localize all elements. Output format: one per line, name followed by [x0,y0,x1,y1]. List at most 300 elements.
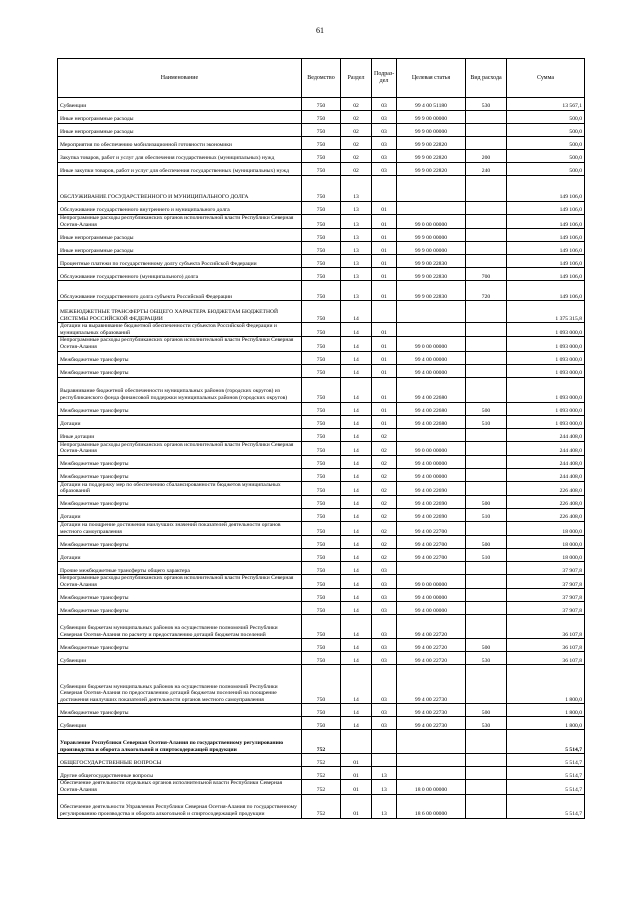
budget-table [57,58,585,819]
row-amount: 149 106,0 [507,242,585,255]
table-row [58,323,585,337]
row-expense-type [466,202,507,215]
row-expense-type [466,377,507,402]
header-department: Ведомство [302,59,341,98]
row-subsection: 02 [372,536,397,549]
row-name: Обеспечение деятельности Управления Республики Северная Осетия-Алания по государственному регулированию производства и оборота алкогольной и спиртосодержащей продукции [58,794,302,818]
row-name: Межбюджетные трансферты [58,639,302,652]
row-target-item: 99 4 00 22680 [397,377,466,402]
row-target-item: 99 4 00 51180 [397,98,466,111]
row-amount: 1 093 000,0 [507,337,585,351]
row-department: 750 [302,639,341,652]
row-target-item: 99 0 00 00000 [397,215,466,229]
row-department: 750 [302,415,341,428]
row-department: 750 [302,215,341,229]
row-department: 752 [302,767,341,780]
row-name: Межбюджетные трансферты [58,455,302,468]
table-row [58,455,585,468]
row-amount: 149 106,0 [507,255,585,268]
row-target-item: 99 4 00 22730 [397,665,466,704]
row-expense-type: 500 [466,536,507,549]
row-section: 01 [341,754,372,767]
row-department: 750 [302,455,341,468]
row-name: ОБСЛУЖИВАНИЕ ГОСУДАРСТВЕННОГО И МУНИЦИПАЛЬНОГО ДОЛГА [58,176,302,202]
row-name: Дотации на поощрение достижения наилучших значений показателей деятельности органов местного самоуправления [58,521,302,535]
row-expense-type [466,255,507,268]
row-name: Обеспечение деятельности отдельных органов исполнительной власти Республики Северная Осетия-Алания [58,780,302,794]
row-subsection: 02 [372,495,397,508]
table-row [58,242,585,255]
row-expense-type [466,455,507,468]
row-subsection: 03 [372,111,397,124]
row-department: 750 [302,98,341,111]
row-name: Мероприятия по обеспечению мобилизационной готовности экономики [58,137,302,150]
row-name: Субвенции [58,652,302,665]
row-amount: 36 107,8 [507,615,585,639]
row-department: 750 [302,176,341,202]
row-amount: 36 107,8 [507,652,585,665]
row-section: 02 [341,98,372,111]
row-expense-type [466,337,507,351]
row-subsection: 03 [372,602,397,615]
row-subsection: 01 [372,364,397,377]
row-section: 14 [341,441,372,455]
row-name: Непрограммные расходы республиканских органов исполнительной власти Республики Северная Осетия-Алания [58,575,302,589]
row-amount: 226 408,0 [507,495,585,508]
row-target-item: 18 0 00 00000 [397,780,466,794]
row-target-item: 99 4 00 22700 [397,536,466,549]
row-name: Обслуживание государственного (муниципального) долга [58,268,302,281]
header-target-item: Целевая статья [397,59,466,98]
table-row [58,150,585,163]
row-expense-type: 200 [466,150,507,163]
table-row [58,468,585,481]
row-subsection [372,301,397,323]
row-amount: 149 106,0 [507,229,585,242]
row-subsection: 03 [372,562,397,575]
row-department: 750 [302,521,341,535]
row-target-item [397,301,466,323]
row-subsection: 03 [372,639,397,652]
row-section: 14 [341,652,372,665]
row-department: 750 [302,652,341,665]
row-expense-type [466,754,507,767]
row-amount: 18 000,0 [507,549,585,562]
page-number: 61 [316,26,324,35]
row-amount: 37 907,8 [507,562,585,575]
row-subsection: 01 [372,323,397,337]
row-section: 14 [341,468,372,481]
row-subsection: 01 [372,351,397,364]
table-row [58,137,585,150]
row-target-item: 99 4 00 22690 [397,508,466,521]
row-name: Другие общегосударственные вопросы [58,767,302,780]
row-target-item [397,562,466,575]
row-section: 14 [341,575,372,589]
table-row [58,549,585,562]
row-target-item: 99 4 00 00000 [397,468,466,481]
row-amount: 244 408,0 [507,468,585,481]
row-expense-type [466,780,507,794]
row-name: Межбюджетные трансферты [58,602,302,615]
row-target-item: 99 0 00 00000 [397,337,466,351]
row-name: Иные непрограммные расходы [58,242,302,255]
row-amount: 13 567,1 [507,98,585,111]
row-expense-type [466,364,507,377]
row-name: Дотации [58,415,302,428]
row-expense-type: 530 [466,98,507,111]
row-name: Управление Республики Северная Осетия-Алания по государственному регулированию производства и оборота алкогольной и спиртосодержащей продукции [58,730,302,754]
row-subsection [372,176,397,202]
row-section: 14 [341,639,372,652]
row-target-item: 99 9 00 00000 [397,111,466,124]
row-target-item [397,730,466,754]
row-amount: 37 907,8 [507,589,585,602]
row-target-item: 99 4 00 00000 [397,602,466,615]
table-row [58,441,585,455]
row-department: 750 [302,402,341,415]
row-department: 750 [302,150,341,163]
row-name: Непрограммные расходы республиканских органов исполнительной власти Республики Северная Осетия-Алания [58,337,302,351]
row-subsection: 03 [372,163,397,176]
table-row [58,767,585,780]
row-subsection: 01 [372,268,397,281]
row-name: Непрограммные расходы республиканских органов исполнительной власти Республики Северная Осетия-Алания [58,441,302,455]
row-amount: 1 093 000,0 [507,415,585,428]
row-section: 14 [341,481,372,495]
table-row [58,589,585,602]
row-name: Межбюджетные трансферты [58,536,302,549]
row-department: 750 [302,495,341,508]
row-section: 13 [341,255,372,268]
row-subsection: 01 [372,215,397,229]
row-subsection: 02 [372,441,397,455]
row-target-item: 99 4 00 22730 [397,717,466,730]
row-subsection: 03 [372,615,397,639]
row-expense-type [466,575,507,589]
row-amount: 18 000,0 [507,536,585,549]
row-section: 13 [341,242,372,255]
row-department: 750 [302,124,341,137]
row-department: 750 [302,281,341,301]
row-amount: 1 093 000,0 [507,351,585,364]
row-subsection: 03 [372,704,397,717]
row-section: 14 [341,337,372,351]
table-row [58,562,585,575]
row-target-item: 99 4 00 22720 [397,615,466,639]
row-subsection: 02 [372,481,397,495]
row-section: 13 [341,202,372,215]
row-target-item: 99 9 00 00000 [397,242,466,255]
header-subsection: Подраз-дел [372,59,397,98]
row-department: 750 [302,441,341,455]
table-row [58,255,585,268]
row-section: 02 [341,124,372,137]
table-row [58,481,585,495]
row-amount: 226 408,0 [507,508,585,521]
row-department: 750 [302,111,341,124]
table-row [58,717,585,730]
row-subsection: 01 [372,202,397,215]
row-subsection: 13 [372,794,397,818]
row-expense-type [466,176,507,202]
row-section: 14 [341,536,372,549]
row-expense-type: 720 [466,281,507,301]
row-target-item: 99 4 00 22680 [397,402,466,415]
row-amount: 36 107,8 [507,639,585,652]
row-subsection: 01 [372,337,397,351]
row-name: Субвенции бюджетам муниципальных районов на осуществление полномочий Республики Северная Осетия-Алания по расчету и предоставлению дотаций бюджетам поселений [58,615,302,639]
row-section: 13 [341,229,372,242]
table-row [58,575,585,589]
table-body [58,98,585,819]
row-amount: 500,0 [507,150,585,163]
row-target-item: 99 9 00 22820 [397,150,466,163]
row-name: Дотации [58,549,302,562]
row-expense-type [466,301,507,323]
row-section: 02 [341,150,372,163]
row-subsection: 01 [372,242,397,255]
row-target-item: 99 9 00 22820 [397,163,466,176]
row-expense-type [466,441,507,455]
table-header-row [58,59,585,98]
row-amount: 226 408,0 [507,481,585,495]
row-target-item: 99 4 00 00000 [397,589,466,602]
header-name: Наименование [58,59,302,98]
row-department: 752 [302,794,341,818]
row-department: 750 [302,562,341,575]
row-amount: 5 514,7 [507,730,585,754]
row-section: 13 [341,268,372,281]
row-amount: 244 408,0 [507,428,585,441]
row-target-item [397,754,466,767]
row-subsection: 02 [372,428,397,441]
row-name: Дотации на выравнивание бюджетной обеспеченности субъектов Российской Федерации и муниципальных образований [58,323,302,337]
row-name: Прочие межбюджетные трансферты общего характера [58,562,302,575]
row-expense-type: 510 [466,549,507,562]
row-section: 13 [341,176,372,202]
row-subsection: 02 [372,468,397,481]
row-section: 14 [341,508,372,521]
row-department: 750 [302,704,341,717]
row-expense-type: 510 [466,415,507,428]
row-target-item [397,323,466,337]
row-department: 750 [302,255,341,268]
row-section: 14 [341,549,372,562]
row-expense-type [466,428,507,441]
row-department: 750 [302,301,341,323]
table-row [58,508,585,521]
row-section [341,730,372,754]
row-amount: 1 093 000,0 [507,377,585,402]
row-amount: 500,0 [507,137,585,150]
row-subsection: 03 [372,652,397,665]
row-section: 14 [341,455,372,468]
table-row [58,615,585,639]
row-amount: 5 514,7 [507,794,585,818]
row-section: 14 [341,704,372,717]
row-subsection: 02 [372,521,397,535]
row-amount: 149 106,0 [507,202,585,215]
row-name: Обслуживание государственного внутреннего и муниципального долга [58,202,302,215]
row-expense-type: 510 [466,508,507,521]
row-target-item: 99 4 00 22680 [397,415,466,428]
row-department: 750 [302,337,341,351]
row-target-item: 99 4 00 22690 [397,495,466,508]
row-section: 14 [341,415,372,428]
row-name: Закупка товаров, работ и услуг для обеспечения государственных (муниципальных) нужд [58,150,302,163]
row-expense-type [466,468,507,481]
header-expense-type: Вид расхода [466,59,507,98]
row-name: Иные непрограммные расходы [58,229,302,242]
row-target-item: 99 4 00 22720 [397,639,466,652]
row-subsection: 03 [372,98,397,111]
row-name: Межбюджетные трансферты [58,468,302,481]
table-row [58,111,585,124]
row-expense-type [466,615,507,639]
row-department: 750 [302,242,341,255]
table-row [58,665,585,704]
row-expense-type: 500 [466,704,507,717]
row-name: Межбюджетные трансферты [58,364,302,377]
row-expense-type [466,481,507,495]
table-row [58,639,585,652]
row-subsection: 02 [372,549,397,562]
row-department: 750 [302,468,341,481]
row-name: Субвенции [58,98,302,111]
row-amount: 149 106,0 [507,281,585,301]
row-expense-type [466,602,507,615]
row-subsection: 03 [372,150,397,163]
table-row [58,536,585,549]
row-subsection: 13 [372,780,397,794]
row-name: Иные закупки товаров, работ и услуг для обеспечения государственных (муниципальных) нужд [58,163,302,176]
row-expense-type [466,794,507,818]
table-row [58,163,585,176]
row-amount: 5 514,7 [507,767,585,780]
row-subsection: 01 [372,402,397,415]
row-expense-type [466,111,507,124]
row-amount: 244 408,0 [507,455,585,468]
row-department: 750 [302,615,341,639]
table-row [58,428,585,441]
row-department: 752 [302,730,341,754]
row-expense-type: 530 [466,717,507,730]
row-expense-type [466,589,507,602]
row-section: 14 [341,351,372,364]
row-amount: 1 093 000,0 [507,323,585,337]
header-section: Раздел [341,59,372,98]
row-name: Иные непрограммные расходы [58,111,302,124]
row-amount: 149 106,0 [507,268,585,281]
row-section: 14 [341,495,372,508]
row-section: 14 [341,589,372,602]
row-department: 750 [302,589,341,602]
row-amount: 18 000,0 [507,521,585,535]
row-expense-type [466,137,507,150]
row-department: 750 [302,717,341,730]
table-row [58,281,585,301]
row-target-item: 99 0 00 00000 [397,441,466,455]
row-name: Межбюджетные трансферты [58,495,302,508]
row-expense-type [466,215,507,229]
header-amount: Сумма [507,59,585,98]
row-subsection: 03 [372,575,397,589]
row-department: 750 [302,428,341,441]
row-target-item: 99 9 00 00000 [397,229,466,242]
table-row [58,704,585,717]
row-expense-type [466,665,507,704]
row-expense-type [466,730,507,754]
row-amount: 1 800,0 [507,717,585,730]
row-department: 750 [302,602,341,615]
row-section: 14 [341,402,372,415]
row-section: 14 [341,364,372,377]
row-target-item: 99 4 00 00000 [397,364,466,377]
row-name: Субвенции [58,717,302,730]
row-subsection: 03 [372,124,397,137]
row-section: 02 [341,111,372,124]
row-section: 14 [341,717,372,730]
row-section: 14 [341,602,372,615]
row-section: 01 [341,767,372,780]
row-department: 750 [302,364,341,377]
row-name: Межбюджетные трансферты [58,589,302,602]
row-section: 01 [341,780,372,794]
row-section: 13 [341,215,372,229]
row-amount: 500,0 [507,163,585,176]
row-section: 14 [341,428,372,441]
row-department: 750 [302,229,341,242]
row-department: 750 [302,137,341,150]
row-name: Дотации [58,508,302,521]
row-expense-type [466,124,507,137]
row-department: 750 [302,163,341,176]
row-target-item: 99 0 00 00000 [397,575,466,589]
row-name: Процентные платежи по государственному долгу субъекта Российской Федерации [58,255,302,268]
row-amount: 37 907,8 [507,602,585,615]
row-department: 750 [302,351,341,364]
row-target-item: 99 4 00 22700 [397,549,466,562]
row-section: 14 [341,521,372,535]
table-row [58,377,585,402]
table-row [58,229,585,242]
row-section: 01 [341,794,372,818]
row-target-item: 99 9 00 22830 [397,281,466,301]
row-name: ОБЩЕГОСУДАРСТВЕННЫЕ ВОПРОСЫ [58,754,302,767]
table-row [58,730,585,754]
row-amount: 5 514,7 [507,754,585,767]
row-amount: 149 106,0 [507,176,585,202]
row-subsection: 03 [372,665,397,704]
row-target-item: 99 9 00 00000 [397,124,466,137]
table-row [58,268,585,281]
row-target-item [397,176,466,202]
table-row [58,351,585,364]
row-subsection: 01 [372,281,397,301]
table-row [58,521,585,535]
row-amount: 5 514,7 [507,780,585,794]
row-target-item [397,767,466,780]
table-row [58,402,585,415]
row-expense-type [466,242,507,255]
row-department: 752 [302,754,341,767]
row-subsection: 02 [372,508,397,521]
table-row [58,652,585,665]
row-target-item: 18 6 00 00000 [397,794,466,818]
row-department: 752 [302,780,341,794]
row-expense-type [466,562,507,575]
